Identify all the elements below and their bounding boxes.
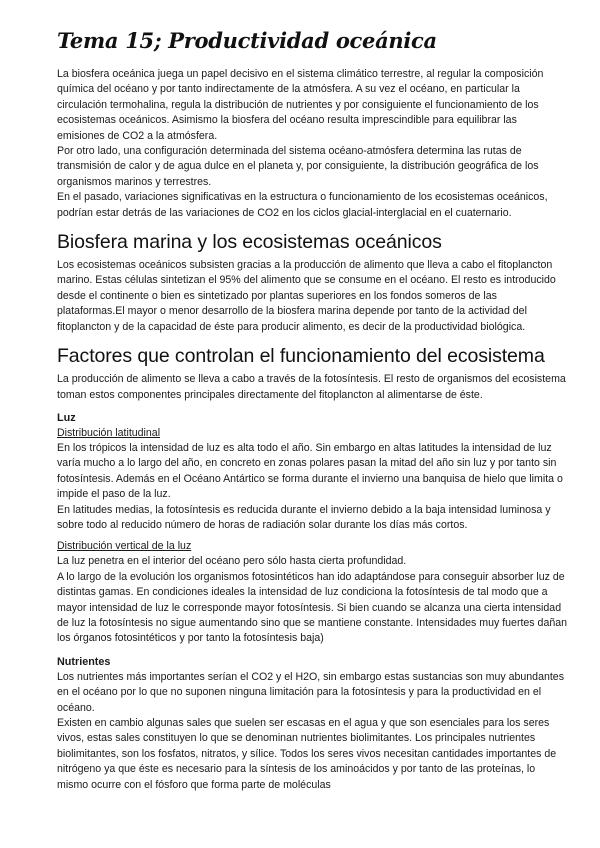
biosfera-paragraph: Los ecosistemas oceánicos subsisten gracias a la producción de alimento que lleva a cabo el fitoplancton marino. Estas células sintetizan el 95% del alimento que se consume en el océano. El resto es introducido desde el continente o bien es sintetizado por plantas superiores en los fondos someros de las plataformas.El mayor o menor desarrollo de la biosfera marina depende por tanto de la actividad del fitoplancton y de la capacidad de éste para producir alimento, es decir de la productividad biológica. [57, 259, 556, 333]
factores-paragraph: La producción de alimento se lleva a cabo a través de la fotosíntesis. El resto de organismos del ecosistema toman estos componentes principales directamente del fitoplancton al alimentarse de éste. [57, 373, 566, 401]
nutrientes-paragraph-2: Existen en cambio algunas sales que suelen ser escasas en el agua y que son esenciales para los seres vivos, estas sales constituyen lo que se denominan nutrientes biolimitantes. Los principales nutrientes biolimitantes, son los fosfatos, nitratos, y sílice. Todos los seres vivos necesitan cantidades importantes de nitrógeno ya que éste es necesario para la síntesis de los aminoácidos y por tanto de las proteínas, lo mismo ocurre con el fósforo que forma parte de moléculas [57, 717, 557, 791]
intro-paragraph-3: En el pasado, variaciones significativas en la estructura o funcionamiento de los ecosistemas oceánicos, podrían estar detrás de las variaciones de CO2 en los ciclos glacial-interglacial en el cuaternario. [57, 191, 548, 219]
subheading-distribucion-vertical: Distribución vertical de la luz [57, 540, 192, 553]
subheading-distribucion-latitudinal: Distribución latitudinal [57, 426, 161, 439]
document-title: Tema 15; Productividad oceánica [57, 28, 437, 53]
section-heading-biosfera: Biosfera marina y los ecosistemas oceánicos [57, 231, 442, 254]
latitudinal-paragraph-2: En latitudes medias, la fotosíntesis es reducida durante el invierno debido a la baja intensidad luminosa y sobre todo al reducido número de horas de radiación solar durante los días más cortos. [57, 503, 551, 531]
subheading-nutrientes: Nutrientes [57, 655, 111, 668]
subheading-luz: Luz [57, 411, 76, 424]
intro-paragraph-1: La biosfera oceánica juega un papel decisivo en el sistema climático terrestre, al regular la composición química del océano y por tanto indirectamente de la atmósfera. A su vez el océano, en particular la circulación termohalina, regula la distribución de nutrientes y por consiguiente el funcionamiento de los ecosistemas oceánicos. Asimismo la biosfera del océano resulta imprescindible para equilibrar las emisiones de CO2 a la atmósfera. [57, 68, 544, 142]
section-heading-factores: Factores que controlan el funcionamiento del ecosistema [57, 345, 545, 368]
nutrientes-paragraph-1: Los nutrientes más importantes serían el CO2 y el H2O, sin embargo estas sustancias son muy abundantes en el océano por lo que no suponen ninguna limitación para la fotosíntesis y para la productividad en el océano. [57, 670, 564, 714]
latitudinal-paragraph-1: En los trópicos la intensidad de luz es alta todo el año. Sin embargo en altas latitudes la intensidad de luz varía mucho a lo largo del año, en concreto en zonas polares pasan la mitad del año sin luz y por tanto sin fotosíntesis. Además en el Océano Antártico se forma durante el invierno una banquisa de hielo que limita o impide el paso de la luz. [57, 441, 563, 501]
vertical-paragraph-1: La luz penetra en el interior del océano pero sólo hasta cierta profundidad. [57, 555, 407, 568]
vertical-paragraph-2: A lo largo de la evolución los organismos fotosintéticos han ido adaptándose para conseguir absorber luz de distintas gamas. En condiciones ideales la intensidad de luz condiciona la fotosíntesis de tal modo que a mayor intensidad de luz le corresponde mayor fotosíntesis. Si bien cuando se alcanza una cierta intensidad de luz la fotosíntesis no sigue aumentando sino que se mantiene constante. Intensidades muy fuertes dañan los órganos fotosintéticos y por tanto la fotosíntesis baja) [57, 570, 568, 645]
intro-paragraph-2: Por otro lado, una configuración determinada del sistema océano-atmósfera determina las rutas de transmisión de calor y de agua dulce en el planeta y, por consiguiente, la distribución geográfica de los organismos marinos y terrestres. [57, 145, 539, 188]
